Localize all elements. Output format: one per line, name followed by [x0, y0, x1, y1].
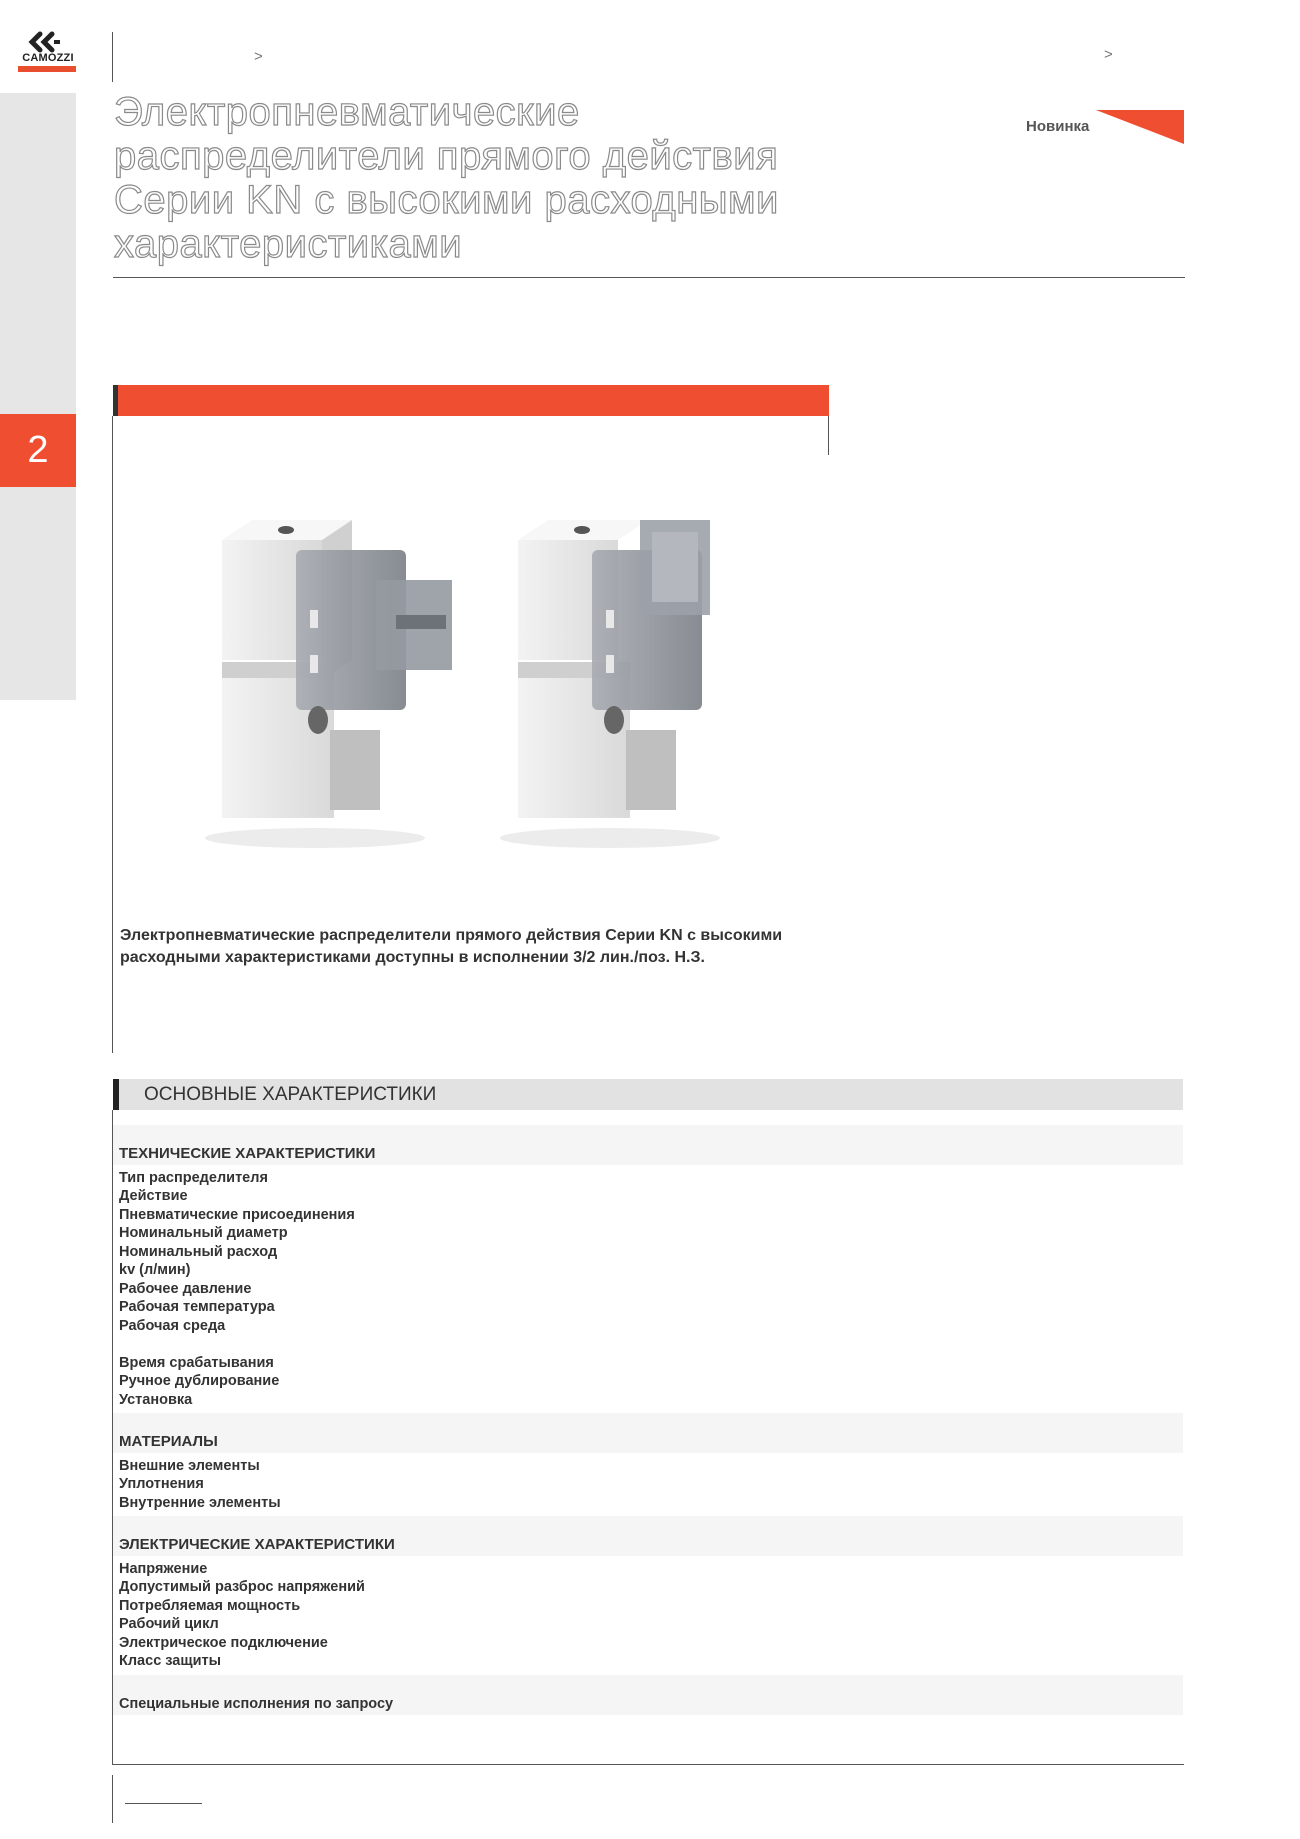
spec-row-label: Тип распределителя [119, 1170, 268, 1186]
spec-row-label: Рабочее давление [119, 1281, 252, 1297]
footer-divider [112, 1775, 113, 1823]
spec-row-label: Установка [119, 1392, 193, 1408]
spec-row-label: Пневматические присоединения [119, 1207, 355, 1223]
header-divider [112, 32, 113, 82]
special-versions-label: Специальные исполнения по запросу [119, 1696, 394, 1712]
spec-row-label: Время срабатывания [119, 1355, 274, 1371]
group-title-materials: МАТЕРИАЛЫ [119, 1433, 218, 1450]
intro-header-bar [113, 385, 829, 416]
intro-description [120, 925, 820, 969]
section-bottom-divider [113, 1764, 1184, 1765]
new-badge-label: Новинка [1026, 118, 1090, 135]
intro-line: расходными характеристиками доступны в исполнении 3/2 лин./поз. Н.З. [120, 949, 705, 966]
intro-left-divider [112, 416, 113, 1053]
footer-rule [125, 1803, 202, 1804]
group-title-electrical: ЭЛЕКТРИЧЕСКИЕ ХАРАКТЕРИСТИКИ [119, 1536, 395, 1553]
intro-line: Электропневматические распределители прямого действия Серии KN с высокими [120, 927, 783, 944]
spec-row-label: Номинальный диаметр [119, 1225, 288, 1241]
logo-accent-bar [18, 66, 76, 72]
spec-row-label: Класс защиты [119, 1653, 221, 1669]
page-title [114, 90, 974, 266]
intro-right-divider [828, 416, 829, 455]
title-line: Серии KN с высокими расходными [114, 178, 779, 222]
spec-row-label: Напряжение [119, 1561, 208, 1577]
valve-horizontal-connector [205, 520, 452, 848]
spec-row-label: Ручное дублирование [119, 1373, 280, 1389]
title-divider [113, 277, 1185, 278]
title-line: характеристиками [114, 222, 463, 266]
spec-row-label: Допустимый разброс напряжений [119, 1579, 365, 1595]
breadcrumb-separator: > [1104, 46, 1113, 63]
spec-row-label: Электрическое подключение [119, 1635, 328, 1651]
spec-row-label: Рабочий цикл [119, 1616, 219, 1632]
breadcrumb-separator: > [254, 48, 263, 65]
spec-row-label: Уплотнения [119, 1476, 204, 1492]
section-title: ОСНОВНЫЕ ХАРАКТЕРИСТИКИ [144, 1084, 437, 1105]
spec-row-label: Внешние элементы [119, 1458, 260, 1474]
title-line: распределители прямого действия [114, 134, 779, 178]
group-band [113, 1413, 1183, 1453]
spec-row-label: Потребляемая мощность [119, 1598, 301, 1614]
intro-bar-edge [113, 385, 118, 416]
solenoid-valve-image [200, 520, 760, 860]
spec-row-label: Рабочая температура [119, 1299, 275, 1315]
brand-name: CAMOZZI [22, 52, 74, 64]
chapter-number: 2 [27, 429, 49, 471]
title-line: Электропневматические [114, 90, 580, 134]
spec-row-label: kv (л/мин) [119, 1262, 191, 1278]
valve-vertical-connector [500, 520, 720, 848]
spec-row-label: Номинальный расход [119, 1244, 278, 1260]
group-title-technical: ТЕХНИЧЕСКИЕ ХАРАКТЕРИСТИКИ [119, 1145, 376, 1162]
chapter-tab[interactable] [0, 414, 76, 487]
new-badge-icon [1096, 110, 1184, 144]
spec-row-label: Действие [119, 1188, 188, 1204]
spec-row-label: Внутренние элементы [119, 1495, 281, 1511]
section-bar-edge [113, 1079, 119, 1110]
spec-row-label: Рабочая среда [119, 1318, 226, 1334]
sidebar-panel [0, 93, 76, 700]
